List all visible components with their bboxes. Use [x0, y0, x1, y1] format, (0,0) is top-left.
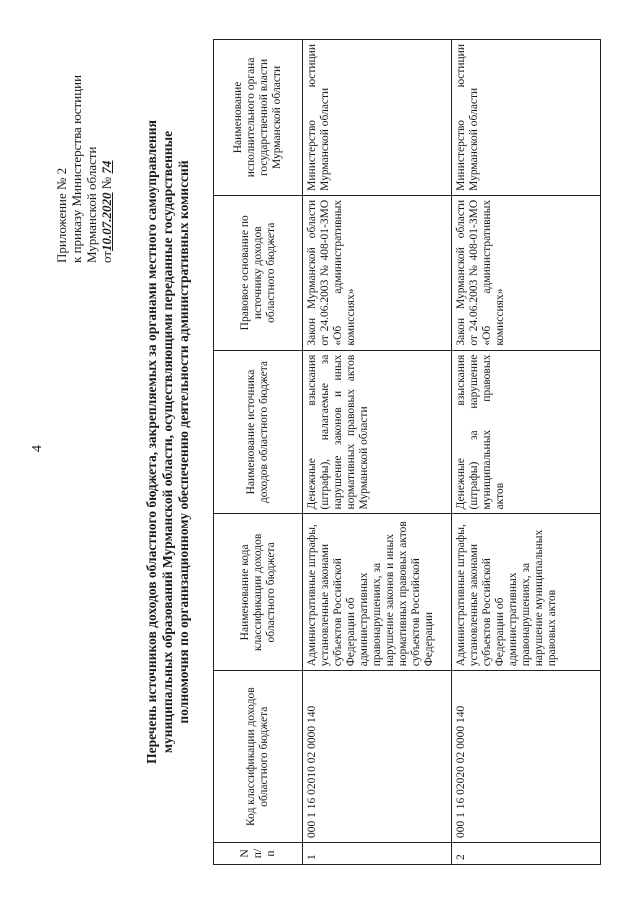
- cell-source: Денежные взыскания (штрафы) за нарушение муниципальных правовых актов: [452, 350, 601, 514]
- cell-basis: Закон Мурманской области от 24.06.2003 № 408-01-ЗМО «Об административных комиссиях»: [452, 195, 601, 350]
- cell-source: Денежные взыскания (штрафы), налагаемые за нарушение законов и иных нормативных правовых актов Мурманской области: [303, 350, 452, 514]
- cell-number: 1: [303, 843, 452, 865]
- header-basis: Правовое основание по источнику доходов областного бюджета: [214, 195, 303, 350]
- header-code: Код классификации доходов областного бюджета: [214, 671, 303, 843]
- number-prefix: №: [99, 176, 114, 190]
- cell-code: 000 1 16 02010 02 0000 140: [303, 671, 452, 843]
- appendix-line-3: Мурманской области: [84, 146, 99, 263]
- title-line-3: полномочия по организационному обеспечению деятельности административных комиссий: [176, 160, 191, 724]
- appendix-line-2: к приказу Министерства юстиции: [69, 74, 84, 263]
- document-title: [144, 37, 192, 847]
- title-line-1: Перечень источников доходов областного бюджета, закрепляемых за органами местного самоуправления: [144, 120, 159, 764]
- cell-code-name: Административные штрафы, установленные законами субъектов Российской Федерации об административных правонарушениях, за нарушение муниципальных правовых актов: [452, 514, 601, 671]
- signed-number: 74: [99, 160, 114, 174]
- cell-code-name: Административные штрафы, установленные законами субъектов Российской Федерации об административных правонарушениях, за нарушение законов и иных нормативных правовых актов субъектов Российской Федерации: [303, 514, 452, 671]
- cell-number: 2: [452, 843, 601, 865]
- from-prefix: от: [99, 250, 114, 263]
- table-row: [452, 40, 601, 865]
- appendix-date-line: [99, 13, 114, 263]
- header-source: Наименование источника доходов областного бюджета: [214, 350, 303, 514]
- cell-basis: Закон Мурманской области от 24.06.2003 № 408-01-ЗМО «Об административных комиссиях»: [303, 195, 452, 350]
- title-line-2: муниципальных образований Мурманской области, осуществляющими переданные государственные: [160, 130, 175, 754]
- table-row: [303, 40, 452, 865]
- page-number: 4: [30, 445, 45, 452]
- cell-code: 000 1 16 02020 02 0000 140: [452, 671, 601, 843]
- appendix-line-1: Приложение № 2: [54, 167, 69, 263]
- header-authority: Наименование исполнительного органа государственной власти Мурманской области: [214, 40, 303, 196]
- cell-authority: Министерство юстиции Мурманской области: [303, 40, 452, 196]
- signed-date: 10.07.2020: [99, 192, 114, 251]
- cell-authority: Министерство юстиции Мурманской области: [452, 40, 601, 196]
- appendix-header: [54, 13, 114, 263]
- income-sources-table: [213, 39, 601, 865]
- table-header-row: [214, 40, 303, 865]
- header-number: N п/п: [214, 843, 303, 865]
- header-code-name: Наименование кода классификации доходов областного бюджета: [214, 514, 303, 671]
